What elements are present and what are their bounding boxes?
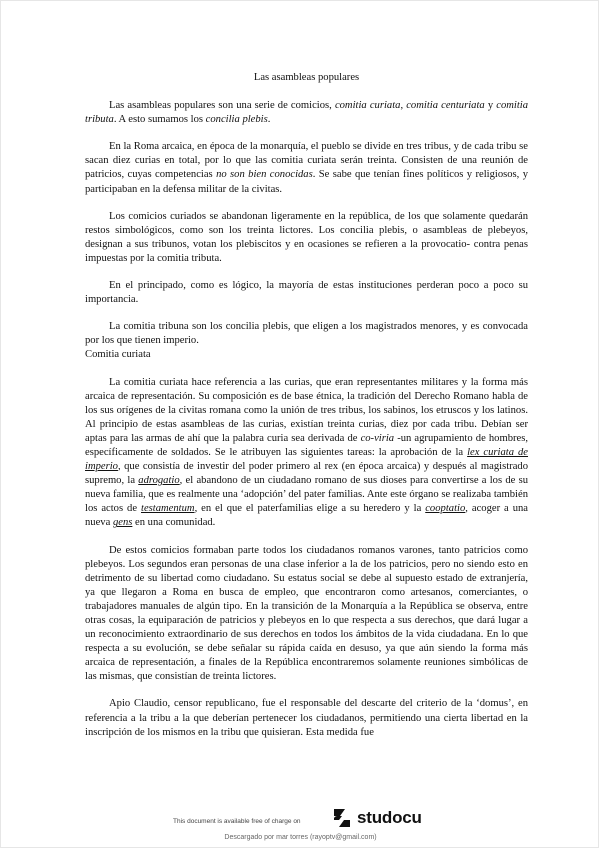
italic-term: comitia curiata xyxy=(334,100,401,112)
document-title: Las asambleas populares xyxy=(253,72,360,83)
text-run: , que consistía de investir del poder primero al rex (en época arcaica) y después al magistrado supremo, la xyxy=(85,461,528,487)
studocu-logo-icon xyxy=(331,807,353,829)
paragraph-principado: En el principado, como es lógico, la mayoría de estas instituciones perderan poco a poco su importancia. xyxy=(85,280,528,306)
text-run: -un agrupamiento de hombres, específicamente de soldados. Se le atribuyen las siguientes tareas: la aprobación de la xyxy=(85,432,528,458)
text-run: Las asambleas populares son una serie de comicios, xyxy=(109,100,335,112)
logo-text: studocu xyxy=(357,808,422,827)
paragraph-apio-claudio: Apio Claudio, censor republicano, fue el responsable del descarte del criterio de la ‘domus’, en referencia a la tribu a la que deberían pertenecer los ciudadanos, permitiendo una cierta libertad en la inscripción de los mismos en la tribu que quisieran. Esta medida fue xyxy=(85,698,528,738)
document-footer xyxy=(1,801,599,849)
section-heading: Comitia curiata xyxy=(85,349,151,361)
text-run: y xyxy=(484,100,497,112)
availability-notice: This document is available free of charge on xyxy=(173,818,301,825)
document-body xyxy=(85,71,528,753)
text-run: . xyxy=(267,114,271,126)
text-run: , xyxy=(400,100,407,112)
text-run: , el abandono de un ciudadano romano de sus dioses para convertirse a los de su nueva familia, que es realmente una ‘adopción’ del pater familias. Ante este órgano se realizaba también los actos de xyxy=(85,475,529,515)
underlined-italic-term: adrogatio xyxy=(138,475,180,487)
paragraph-roma-arcaica xyxy=(85,140,528,196)
text-run: La comitia curiata hace referencia a las curias, que eran representantes militares y la forma más arcaica de representación. Su composición es de base étnica, la tradición del Derecho Romano habla de los sus orígenes de la civitas romana como la unión de tres tribus, los sabinos, los etruscos y los latinos. Al principio de estas asambleas de las curias, existían treinta curias, diez por cada tribu. Debían ser aptas para las armas de ahí que la palabra curia sea derivada de xyxy=(85,376,528,444)
text-run: , acoger a una nueva xyxy=(85,503,528,529)
italic-term: comitia centuriata xyxy=(406,100,485,112)
studocu-logo[interactable] xyxy=(331,807,422,829)
text-run: . Se sabe que tenían fines políticos y religiosos, y participaban en la defensa militar de la civitas. xyxy=(85,169,528,195)
paragraph-comicios-curiados: Los comicios curiados se abandonan ligeramente en la república, de los que solamente quedarán restos simbológicos, como son los treinta lictores. Los concilia plebis, o asambleas de plebeyos, designan a sus tribunos, votan los plebiscitos y en ocasiones se refieren a la provocatio- contra penas impuestas por la comitia tributa. xyxy=(85,210,528,264)
italic-term: co-viria xyxy=(360,432,395,444)
underlined-italic-term: testamentum xyxy=(141,503,195,515)
underlined-italic-term: cooptatio xyxy=(425,503,466,515)
text-run: , en el que el paterfamilias elige a su heredero y la xyxy=(194,503,426,515)
italic-term: comitia tributa xyxy=(85,100,529,126)
text-run: En la Roma arcaica, en época de la monarquía, el pueblo se divide en tres tribus, y de cada tribu se sacan diez curias en total, por lo que las comitia curiata serán treinta. Consisten de una reunión de patricios, cuyas competencias xyxy=(85,141,528,181)
paragraph-comitia-tribuna: La comitia tribuna son los concilia plebis, que eligen a los magistrados menores, y es convocada por los que tienen imperio. xyxy=(85,321,528,347)
underlined-italic-term: gens xyxy=(112,517,133,529)
paragraph-comitia-curiata xyxy=(85,376,528,531)
paragraph-composicion: De estos comicios formaban parte todos los ciudadanos romanos varones, tanto patricios como plebeyos. Los segundos eran personas de una clase inferior a la de los patricios, pero no siendo esto en detrimento de su libertad como ciudadano. Su estatus social se debe al supuesto estado de extranjería, ya que llegaron a Roma en busca de empleo, que encontraron como artesanos, comerciantes, o trabajadores manuales de algún tipo. En la transición de la Monarquía a la República se observa, entre otras cosas, la equiparación de patricios y plebeyos en lo que respecta a sus derechos, que dará lugar a un reconocimiento extraordinario de sus derechos en todos los ámbitos de la vida ciudadana. En lo que respecta a su evolución, se debe señalar su rápida caída en desuso, ya que aún siendo la forma más arcaica de representación, a finales de la República encontraremos solamente reuniones simbólicas de las mismas, que consistían de treinta lictores. xyxy=(85,544,528,683)
italic-term: concilia plebis xyxy=(205,114,268,126)
italic-term: no son bien conocidas xyxy=(216,169,313,181)
download-notice: Descargado por mar torres (rayoptv@gmail.com) xyxy=(224,834,377,841)
paragraph-intro xyxy=(85,99,528,127)
text-run: en una comunidad. xyxy=(132,517,216,529)
text-run: . A esto sumamos los xyxy=(113,114,206,126)
underlined-italic-term: lex curiata de imperio xyxy=(85,446,529,473)
